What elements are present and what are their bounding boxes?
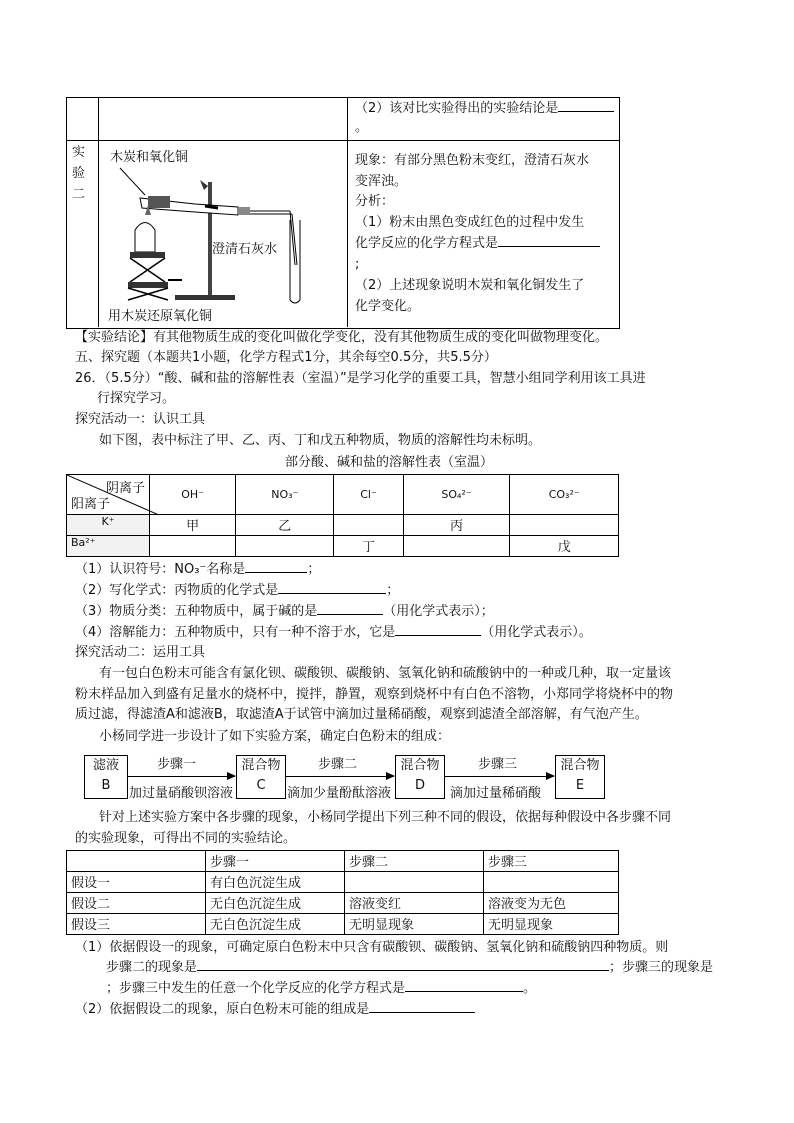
flow-box-e: 混合物 E [555, 755, 605, 799]
anion-oh: OH⁻ [150, 475, 236, 515]
flow-box-b: 滤液 B [84, 755, 128, 799]
flow-arrow-3 [444, 776, 554, 777]
activity2: 探究活动二：运用工具 [75, 645, 206, 660]
obs-line-7: （2）上述现象说明木炭和氧化铜发生了 [355, 278, 585, 293]
q4: （4）溶解能力：五种物质中，只有一种不溶于水，它是 （用化学式表示）。 [75, 625, 592, 640]
hyp1-step2 [345, 872, 484, 893]
corner-cell [67, 475, 150, 515]
obs-line-1: 现象：有部分黑色粉末变红，澄清石灰水 [355, 153, 590, 168]
activity1: 探究活动一：认识工具 [75, 412, 206, 427]
table-title: 部分酸、碱和盐的溶解性表（室温） [285, 455, 494, 470]
hyp2-label: 假设二 [67, 893, 206, 914]
exp2-label-3: 二 [72, 187, 86, 202]
cell-wu: 戊 [510, 536, 619, 557]
q4-blank[interactable] [395, 623, 481, 636]
hyp1-step1: 有白色沉淀生成 [206, 872, 345, 893]
flow-arrow-2 [285, 776, 394, 777]
flow-box-c: 混合物 C [236, 755, 286, 799]
a1-step2-blank[interactable] [197, 958, 609, 971]
a2-blank[interactable] [369, 1000, 475, 1013]
figure-label-right: 澄清石灰水 [212, 242, 278, 257]
flow-box-d: 混合物 D [395, 755, 445, 799]
hyp2-step2: 溶液变红 [345, 893, 484, 914]
cell-k-co3 [510, 515, 619, 536]
flow-reagent-1: 加过量硝酸钡溶液 [129, 786, 234, 801]
top-table-vline-2 [347, 97, 348, 327]
anion-so4: SO₄²⁻ [403, 475, 510, 515]
solubility-table [66, 474, 619, 557]
flow-step-3: 步骤三 [478, 757, 518, 772]
hyp3-step3: 无明显现象 [484, 914, 619, 935]
a1-line2: 步骤二的现象是 ；步骤三的现象是 [106, 960, 714, 975]
hyp1-label: 假设一 [67, 872, 206, 893]
hyp-header-0 [67, 851, 206, 872]
equation-blank[interactable] [498, 234, 600, 247]
obs-line-5: 化学反应的化学方程式是 [355, 234, 600, 254]
cell-ba-oh [150, 536, 236, 557]
q3: （3）物质分类：五种物质中，属于碱的是 （用化学式表示）； [75, 604, 494, 619]
a2: （2）依据假设二的现象，原白色粉末可能的组成是 [75, 1000, 475, 1020]
corner-bottom: 阳离子 [71, 497, 111, 512]
obs-line-2: 变浑浊。 [355, 174, 408, 189]
q2: （2）写化学式：丙物质的化学式是 ； [75, 583, 400, 598]
obs-line-6: ; [355, 257, 360, 272]
figure-label-top: 木炭和氧化铜 [110, 150, 189, 165]
hyp-header-2: 步骤二 [345, 851, 484, 872]
anion-no3: NO₃⁻ [236, 475, 334, 515]
hyp-header-3: 步骤三 [484, 851, 619, 872]
flow-reagent-2: 滴加少量酚酞溶液 [287, 786, 392, 801]
conclusion: 【实验结论】有其他物质生成的变化叫做化学变化，没有其他物质生成的变化叫做物理变化。 [75, 330, 609, 345]
corner-top: 阴离子 [105, 481, 145, 496]
flow-arrow-1 [127, 776, 235, 777]
cell-yi: 乙 [236, 515, 334, 536]
q1: （1）认识符号：NO₃⁻名称是 ； [75, 562, 321, 577]
q26-line1: 26．（5.5分）“酸、碱和盐的溶解性表（室温）”是学习化学的重要工具，智慧小组同学利用该工具进 [75, 371, 646, 386]
cell-ding: 丁 [334, 536, 403, 557]
hyp3-step2: 无明显现象 [345, 914, 484, 935]
cation-k: K⁺ [67, 515, 150, 536]
flow-reagent-3: 滴加过量稀硝酸 [450, 786, 542, 801]
hyp2-step3: 溶液变为无色 [484, 893, 619, 914]
cell-ba-so4 [403, 536, 510, 557]
apparatus-figure [100, 160, 340, 310]
figure-caption: 用木炭还原氧化铜 [108, 309, 213, 324]
hyp3-label: 假设三 [67, 914, 206, 935]
flow-step-1: 步骤一 [157, 757, 197, 772]
row1-right-text: （2）该对比实验得出的实验结论是 [355, 99, 614, 119]
para3-line2: 的实验现象，可得出不同的实验结论。 [75, 831, 297, 846]
q1-blank[interactable] [245, 560, 307, 573]
para1-line1: 有一包白色粉末可能含有氯化钡、碳酸钡、碳酸钠、氢氧化钠和硫酸钠中的一种或几种，取一定量该 [99, 666, 672, 681]
exp2-label-2: 验 [72, 166, 86, 181]
cell-jia: 甲 [150, 515, 236, 536]
para3-line1: 针对上述实验方案中各步骤的现象，小杨同学提出下列三种不同的假设，依据每种假设中各步骤不同 [99, 810, 672, 825]
top-table-vline-1 [98, 97, 99, 327]
hyp2-step1: 无白色沉淀生成 [206, 893, 345, 914]
q26-line2: 行探究学习。 [97, 391, 176, 406]
anion-cl: Cl⁻ [334, 475, 403, 515]
row1-right-end: 。 [355, 120, 369, 135]
a1-equation-blank[interactable] [405, 979, 523, 992]
obs-line-3: 分析： [355, 194, 395, 209]
obs-line-4: （1）粉末由黑色变成红色的过程中发生 [355, 215, 585, 230]
anion-co3: CO₃²⁻ [510, 475, 619, 515]
q2-blank[interactable] [278, 581, 386, 594]
hyp3-step1: 无白色沉淀生成 [206, 914, 345, 935]
para2: 小杨同学进一步设计了如下实验方案，确定白色粉末的组成： [99, 729, 451, 744]
cell-bing: 丙 [403, 515, 510, 536]
activity1-desc: 如下图，表中标注了甲、乙、丙、丁和戊五种物质，物质的溶解性均未标明。 [99, 433, 542, 448]
section5-title: 五、探究题（本题共1小题，化学方程式1分，其余每空0.5分，共5.5分） [75, 350, 497, 365]
hyp1-step3 [484, 872, 619, 893]
exp2-label-1: 实 [72, 145, 86, 160]
q3-blank[interactable] [317, 602, 383, 615]
para1-line2: 粉末样品加入到盛有足量水的烧杯中，搅拌，静置，观察到烧杯中有白色不溶物，小郑同学将烧杯中的物 [75, 687, 674, 702]
para1-line3: 质过滤，得滤渣A和滤液B，取滤渣A于试管中滴加过量稀硝酸，观察到滤渣全部溶解，有气泡产生。 [75, 707, 648, 722]
cell-k-cl [334, 515, 403, 536]
answer-blank[interactable] [558, 99, 614, 112]
hypothesis-table [66, 850, 619, 935]
obs-line-8: 化学变化。 [355, 299, 421, 314]
top-table-hline [66, 140, 619, 141]
a1-line1: （1）依据假设一的现象，可确定原白色粉末中只含有碳酸钡、碳酸钠、氢氧化钠和硫酸钠四种物质。则 [75, 940, 669, 955]
cell-ba-no3 [236, 536, 334, 557]
hyp-header-1: 步骤一 [206, 851, 345, 872]
flow-step-2: 步骤二 [318, 757, 358, 772]
cation-ba: Ba²⁺ [67, 536, 150, 557]
a1-line3: ；步骤三中发生的任意一个化学反应的化学方程式是 。 [106, 981, 537, 996]
